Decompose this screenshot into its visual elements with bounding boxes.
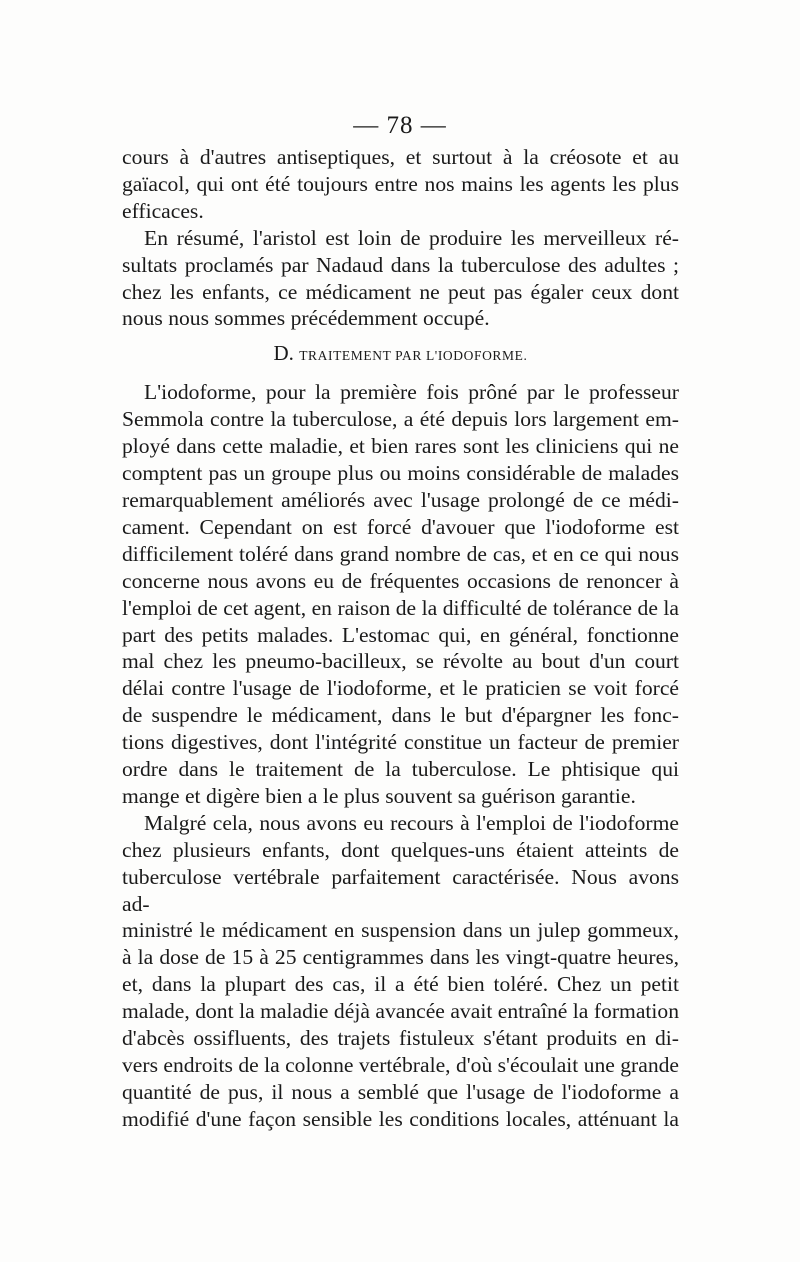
text-line: à la dose de 15 à 25 centigrammes dans les vingt-quatre heures,	[122, 945, 679, 970]
text-line: chez plusieurs enfants, dont quelques-uns étaient atteints de	[122, 837, 679, 862]
text-line: difficilement toléré dans grand nombre de cas, et en ce qui nous	[122, 541, 679, 566]
text-line: sultats proclamés par Nadaud dans la tuberculose des adultes ;	[122, 252, 679, 277]
text-line: ministré le médicament en suspension dans un julep gommeux,	[122, 918, 679, 943]
paragraph-2	[122, 225, 679, 333]
text-line: gaïacol, qui ont été toujours entre nos mains les agents les plus	[122, 171, 679, 196]
text-line: tions digestives, dont l'intégrité constitue un facteur de premier	[122, 730, 679, 755]
paragraph-1	[122, 144, 679, 225]
text-line: et, dans la plupart des cas, il a été bien toléré. Chez un petit	[122, 972, 679, 997]
text-line: ordre dans le traitement de la tuberculose. Le phtisique qui	[122, 757, 679, 782]
section-title: TRAITEMENT PAR L'IODOFORME.	[299, 348, 528, 364]
text-line: En résumé, l'aristol est loin de produire les merveilleux ré-	[144, 225, 679, 250]
paragraph-3	[122, 379, 679, 810]
text-line: part des petits malades. L'estomac qui, en général, fonctionne	[122, 622, 679, 647]
text-line: Malgré cela, nous avons eu recours à l'emploi de l'iodoforme	[144, 810, 679, 835]
text-line: modifié d'une façon sensible les conditions locales, atténuant la	[122, 1106, 679, 1131]
section-heading	[122, 340, 679, 369]
text-line: mal chez les pneumo-bacilleux, se révolte au bout d'un court	[122, 649, 679, 674]
section-letter: D.	[273, 341, 294, 366]
page-number: — 78 —	[353, 112, 447, 139]
text-line: comptent pas un groupe plus ou moins considérable de malades	[122, 461, 679, 486]
text-line: cament. Cependant on est forcé d'avouer que l'iodoforme est	[122, 514, 679, 539]
text-line: chez les enfants, ce médicament ne peut pas égaler ceux dont	[122, 279, 679, 304]
text-line: malade, dont la maladie déjà avancée avait entraîné la formation	[122, 999, 679, 1024]
text-line: délai contre l'usage de l'iodoforme, et le praticien se voit forcé	[122, 676, 679, 701]
text-line: L'iodoforme, pour la première fois prôné par le professeur	[144, 380, 679, 405]
text-line: vers endroits de la colonne vertébrale, d'où s'écoulait une grande	[122, 1053, 680, 1077]
text-line: cours à d'autres antiseptiques, et surtout à la créosote et au	[122, 145, 679, 169]
text-line: efficaces.	[122, 198, 204, 223]
text-line: concerne nous avons eu de fréquentes occasions de renoncer à	[122, 568, 679, 593]
text-line: l'emploi de cet agent, en raison de la difficulté de tolérance de la	[122, 595, 679, 620]
text-line: d'abcès ossifluents, des trajets fistuleux s'étant produits en di-	[122, 1026, 679, 1051]
text-line: remarquablement améliorés avec l'usage prolongé de ce médi-	[122, 487, 679, 512]
text-line: tuberculose vertébrale parfaitement caractérisée. Nous avons ad-	[122, 864, 679, 916]
paragraph-4	[122, 810, 679, 1133]
text-line: Semmola contre la tuberculose, a été depuis lors largement em-	[122, 407, 679, 432]
body-text	[122, 144, 679, 1133]
text-line: ployé dans cette maladie, et bien rares sont les cliniciens qui ne	[122, 434, 679, 459]
text-line: de suspendre le médicament, dans le but d'épargner les fonc-	[122, 703, 679, 728]
text-line: quantité de pus, il nous a semblé que l'usage de l'iodoforme a	[122, 1079, 679, 1104]
text-line: mange et digère bien a le plus souvent sa guérison garantie.	[122, 783, 636, 808]
text-line: nous nous sommes précédemment occupé.	[122, 306, 490, 331]
